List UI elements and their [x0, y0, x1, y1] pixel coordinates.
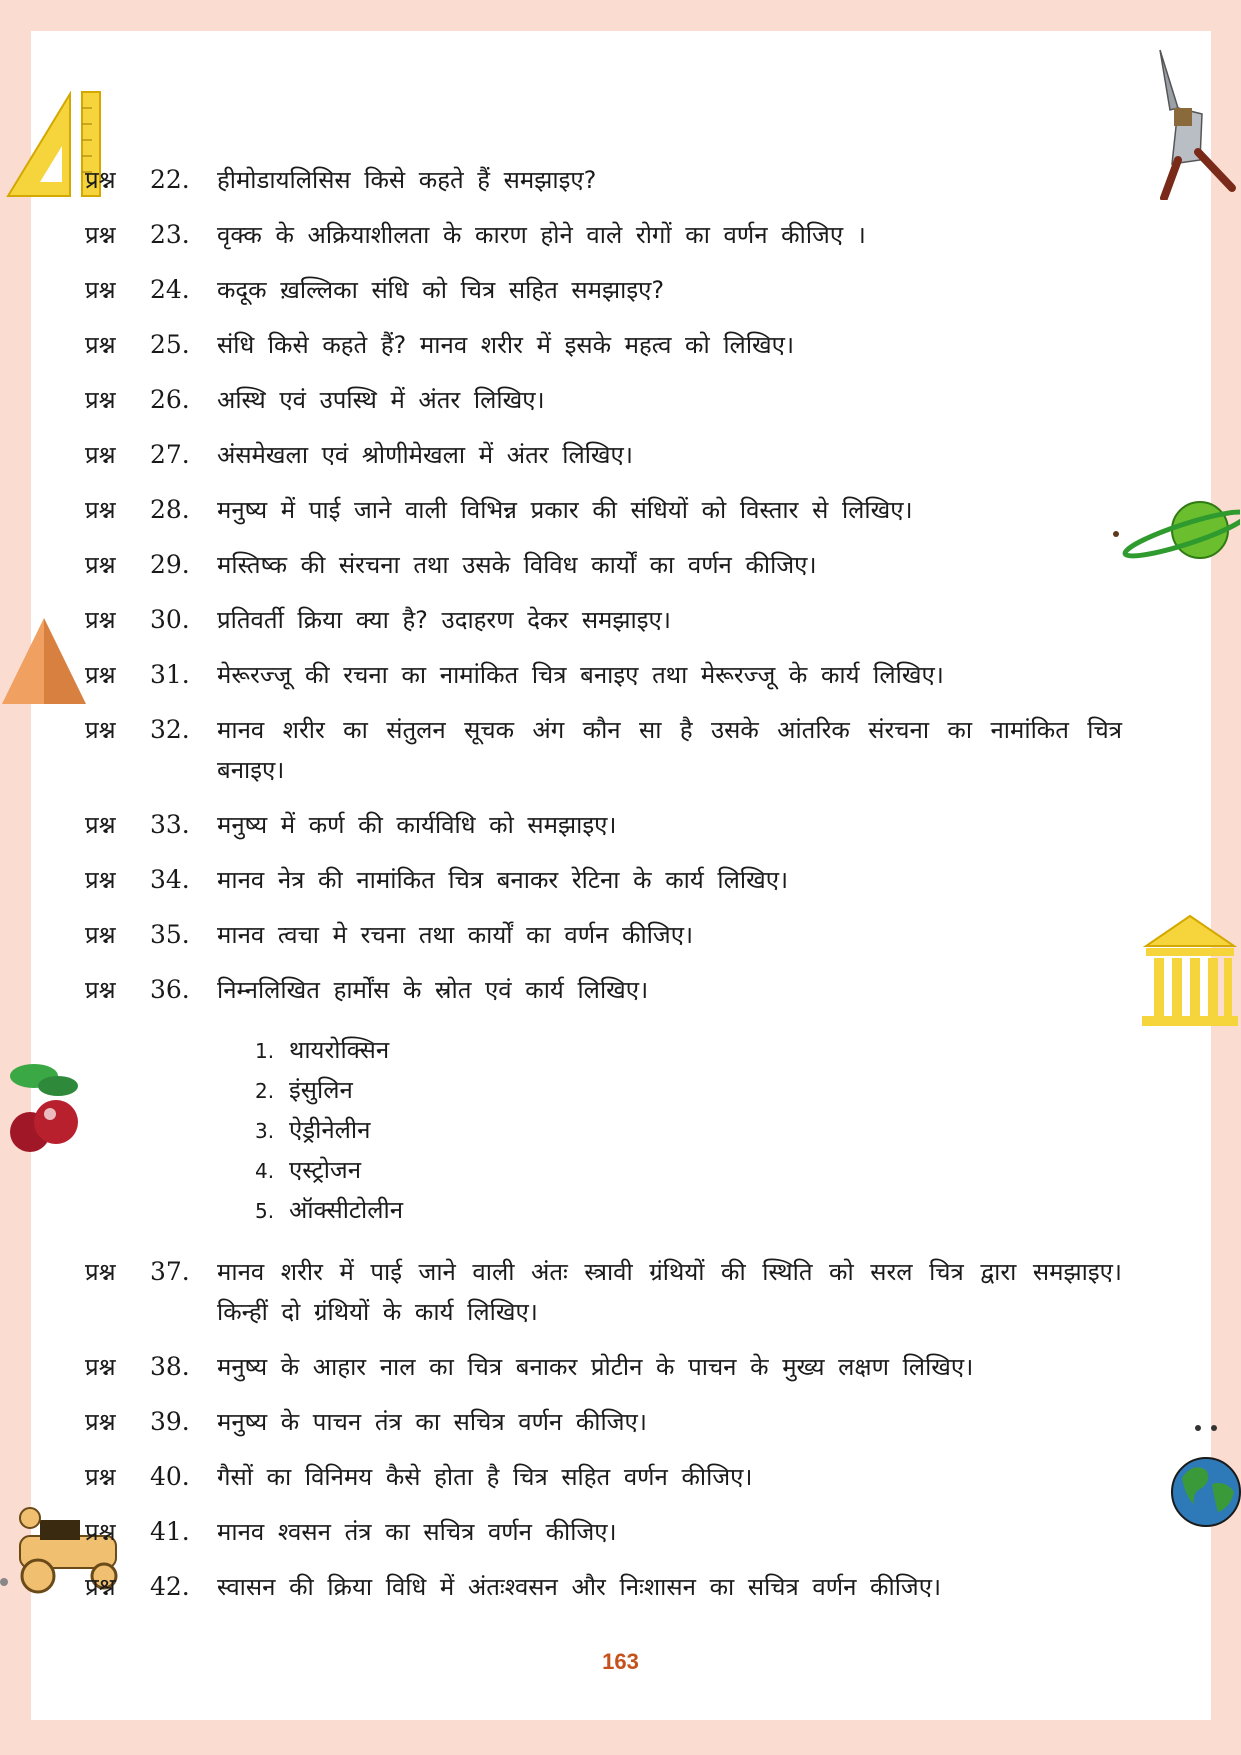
- question-label: प्रश्न: [85, 1258, 116, 1286]
- question-number: 39.: [150, 1407, 190, 1436]
- question-text: मानव श्वसन तंत्र का सचित्र वर्णन कीजिए।: [217, 1518, 617, 1546]
- hormone-number: 3.: [255, 1119, 275, 1143]
- question-text: अंसमेखला एवं श्रोणीमेखला में अंतर लिखिए।: [217, 441, 633, 469]
- hormone-name: ऑक्सीटोलीन: [289, 1196, 404, 1224]
- question-label: प्रश्न: [85, 221, 116, 249]
- question-number: 24.: [150, 275, 190, 304]
- question-label: प्रश्न: [85, 1518, 116, 1546]
- question-number: 35.: [150, 920, 190, 949]
- question-label: प्रश्न: [85, 331, 116, 359]
- question-label: प्रश्न: [85, 866, 116, 894]
- hormone-number: 5.: [255, 1199, 275, 1223]
- question-label: प्रश्न: [85, 386, 116, 414]
- question-text: प्रतिवर्ती क्रिया क्या है? उदाहरण देकर समझाइए।: [217, 606, 671, 634]
- question-number: 34.: [150, 865, 190, 894]
- question-number: 42.: [150, 1572, 190, 1601]
- question-label: प्रश्न: [85, 1353, 116, 1381]
- question-label: प्रश्न: [85, 921, 116, 949]
- hormone-item-4: [255, 1150, 361, 1191]
- question-text: स्वासन की क्रिया विधि में अंतःश्वसन और निःशासन का सचित्र वर्णन कीजिए।: [217, 1573, 942, 1601]
- question-number: 26.: [150, 385, 190, 414]
- question-number: 36.: [150, 975, 190, 1004]
- question-text: मानव त्वचा मे रचना तथा कार्यों का वर्णन कीजिए।: [217, 921, 694, 949]
- hormone-name: ऐड्रीनेलीन: [289, 1116, 371, 1144]
- question-label: प्रश्न: [85, 551, 116, 579]
- cherry-icon: [2, 1062, 86, 1166]
- temple-icon: [1140, 912, 1241, 1030]
- question-label: प्रश्न: [85, 606, 116, 634]
- question-number: 32.: [150, 715, 190, 744]
- question-number: 28.: [150, 495, 190, 524]
- question-text: मनुष्य में कर्ण की कार्यविधि को समझाइए।: [217, 811, 617, 839]
- question-number: 40.: [150, 1462, 190, 1491]
- question-label: प्रश्न: [85, 1408, 116, 1436]
- question-label: प्रश्न: [85, 716, 116, 744]
- question-label: प्रश्न: [85, 811, 116, 839]
- saturn-icon: [1112, 498, 1240, 570]
- hormone-number: 1.: [255, 1039, 275, 1063]
- hormone-number: 4.: [255, 1159, 275, 1183]
- question-text: मानव शरीर का संतुलन सूचक अंग कौन सा है उसके आंतरिक संरचना का नामांकित चित्र बनाइए।: [217, 716, 1122, 784]
- question-label: प्रश्न: [85, 496, 116, 524]
- hormone-item-5: [255, 1190, 403, 1231]
- hormone-item-2: [255, 1070, 353, 1111]
- question-number: 29.: [150, 550, 190, 579]
- question-text: अस्थि एवं उपस्थि में अंतर लिखिए।: [217, 386, 545, 414]
- question-text: मनुष्य के आहार नाल का चित्र बनाकर प्रोटीन के पाचन के मुख्य लक्षण लिखिए।: [217, 1353, 974, 1381]
- page-number: 163: [602, 1649, 639, 1674]
- question-number: 38.: [150, 1352, 190, 1381]
- question-number: 22.: [150, 165, 190, 194]
- hormone-name: इंसुलिन: [289, 1076, 353, 1104]
- hormone-name: एस्ट्रोजन: [289, 1156, 362, 1184]
- question-number: 25.: [150, 330, 190, 359]
- question-text: संधि किसे कहते हैं? मानव शरीर में इसके महत्व को लिखिए।: [217, 331, 795, 359]
- question-text: मानव नेत्र की नामांकित चित्र बनाकर रेटिना के कार्य लिखिए।: [217, 866, 789, 894]
- question-text: मेरूरज्जू की रचना का नामांकित चित्र बनाइए तथा मेरूरज्जू के कार्य लिखिए।: [217, 661, 944, 689]
- question-text: मस्तिष्क की संरचना तथा उसके विविध कार्यों का वर्णन कीजिए।: [217, 551, 817, 579]
- question-text: मानव शरीर में पाई जाने वाली अंतः स्त्रावी ग्रंथियों की स्थिति को सरल चित्र द्वारा समझाइए। किन्हीं दो ग्रंथियों के कार्य लिखिए।: [217, 1258, 1122, 1326]
- question-label: प्रश्न: [85, 1463, 116, 1491]
- question-number: 30.: [150, 605, 190, 634]
- question-text: वृक्क के अक्रियाशीलता के कारण होने वाले रोगों का वर्णन कीजिए ।: [217, 221, 866, 249]
- question-text: हीमोडायलिसिस किसे कहते हैं समझाइए?: [217, 166, 597, 194]
- question-number: 31.: [150, 660, 190, 689]
- pliers-icon: [1148, 48, 1240, 200]
- hormone-item-3: [255, 1110, 370, 1151]
- question-number: 33.: [150, 810, 190, 839]
- pyramid-icon: [0, 616, 88, 706]
- question-text: मनुष्य में पाई जाने वाली विभिन्न प्रकार की संधियों को विस्तार से लिखिए।: [217, 496, 913, 524]
- question-label: प्रश्न: [85, 276, 116, 304]
- question-number: 27.: [150, 440, 190, 469]
- question-text: कदूक ख़ल्लिका संधि को चित्र सहित समझाइए?: [217, 276, 665, 304]
- question-number: 37.: [150, 1257, 190, 1286]
- question-label: प्रश्न: [85, 661, 116, 689]
- question-label: प्रश्न: [85, 166, 116, 194]
- question-text: गैसों का विनिमय कैसे होता है चित्र सहित वर्णन कीजिए।: [217, 1463, 753, 1491]
- question-label: प्रश्न: [85, 441, 116, 469]
- hormone-name: थायरोक्सिन: [289, 1036, 390, 1064]
- question-label: प्रश्न: [85, 1573, 116, 1601]
- question-label: प्रश्न: [85, 976, 116, 1004]
- hormone-item-1: [255, 1030, 389, 1071]
- question-text: निम्नलिखित हार्मोंस के स्रोत एवं कार्य लिखिए।: [217, 976, 649, 1004]
- hormone-number: 2.: [255, 1079, 275, 1103]
- question-number: 23.: [150, 220, 190, 249]
- question-text: मनुष्य के पाचन तंत्र का सचित्र वर्णन कीजिए।: [217, 1408, 647, 1436]
- globe-icon: [1168, 1422, 1241, 1530]
- question-number: 41.: [150, 1517, 190, 1546]
